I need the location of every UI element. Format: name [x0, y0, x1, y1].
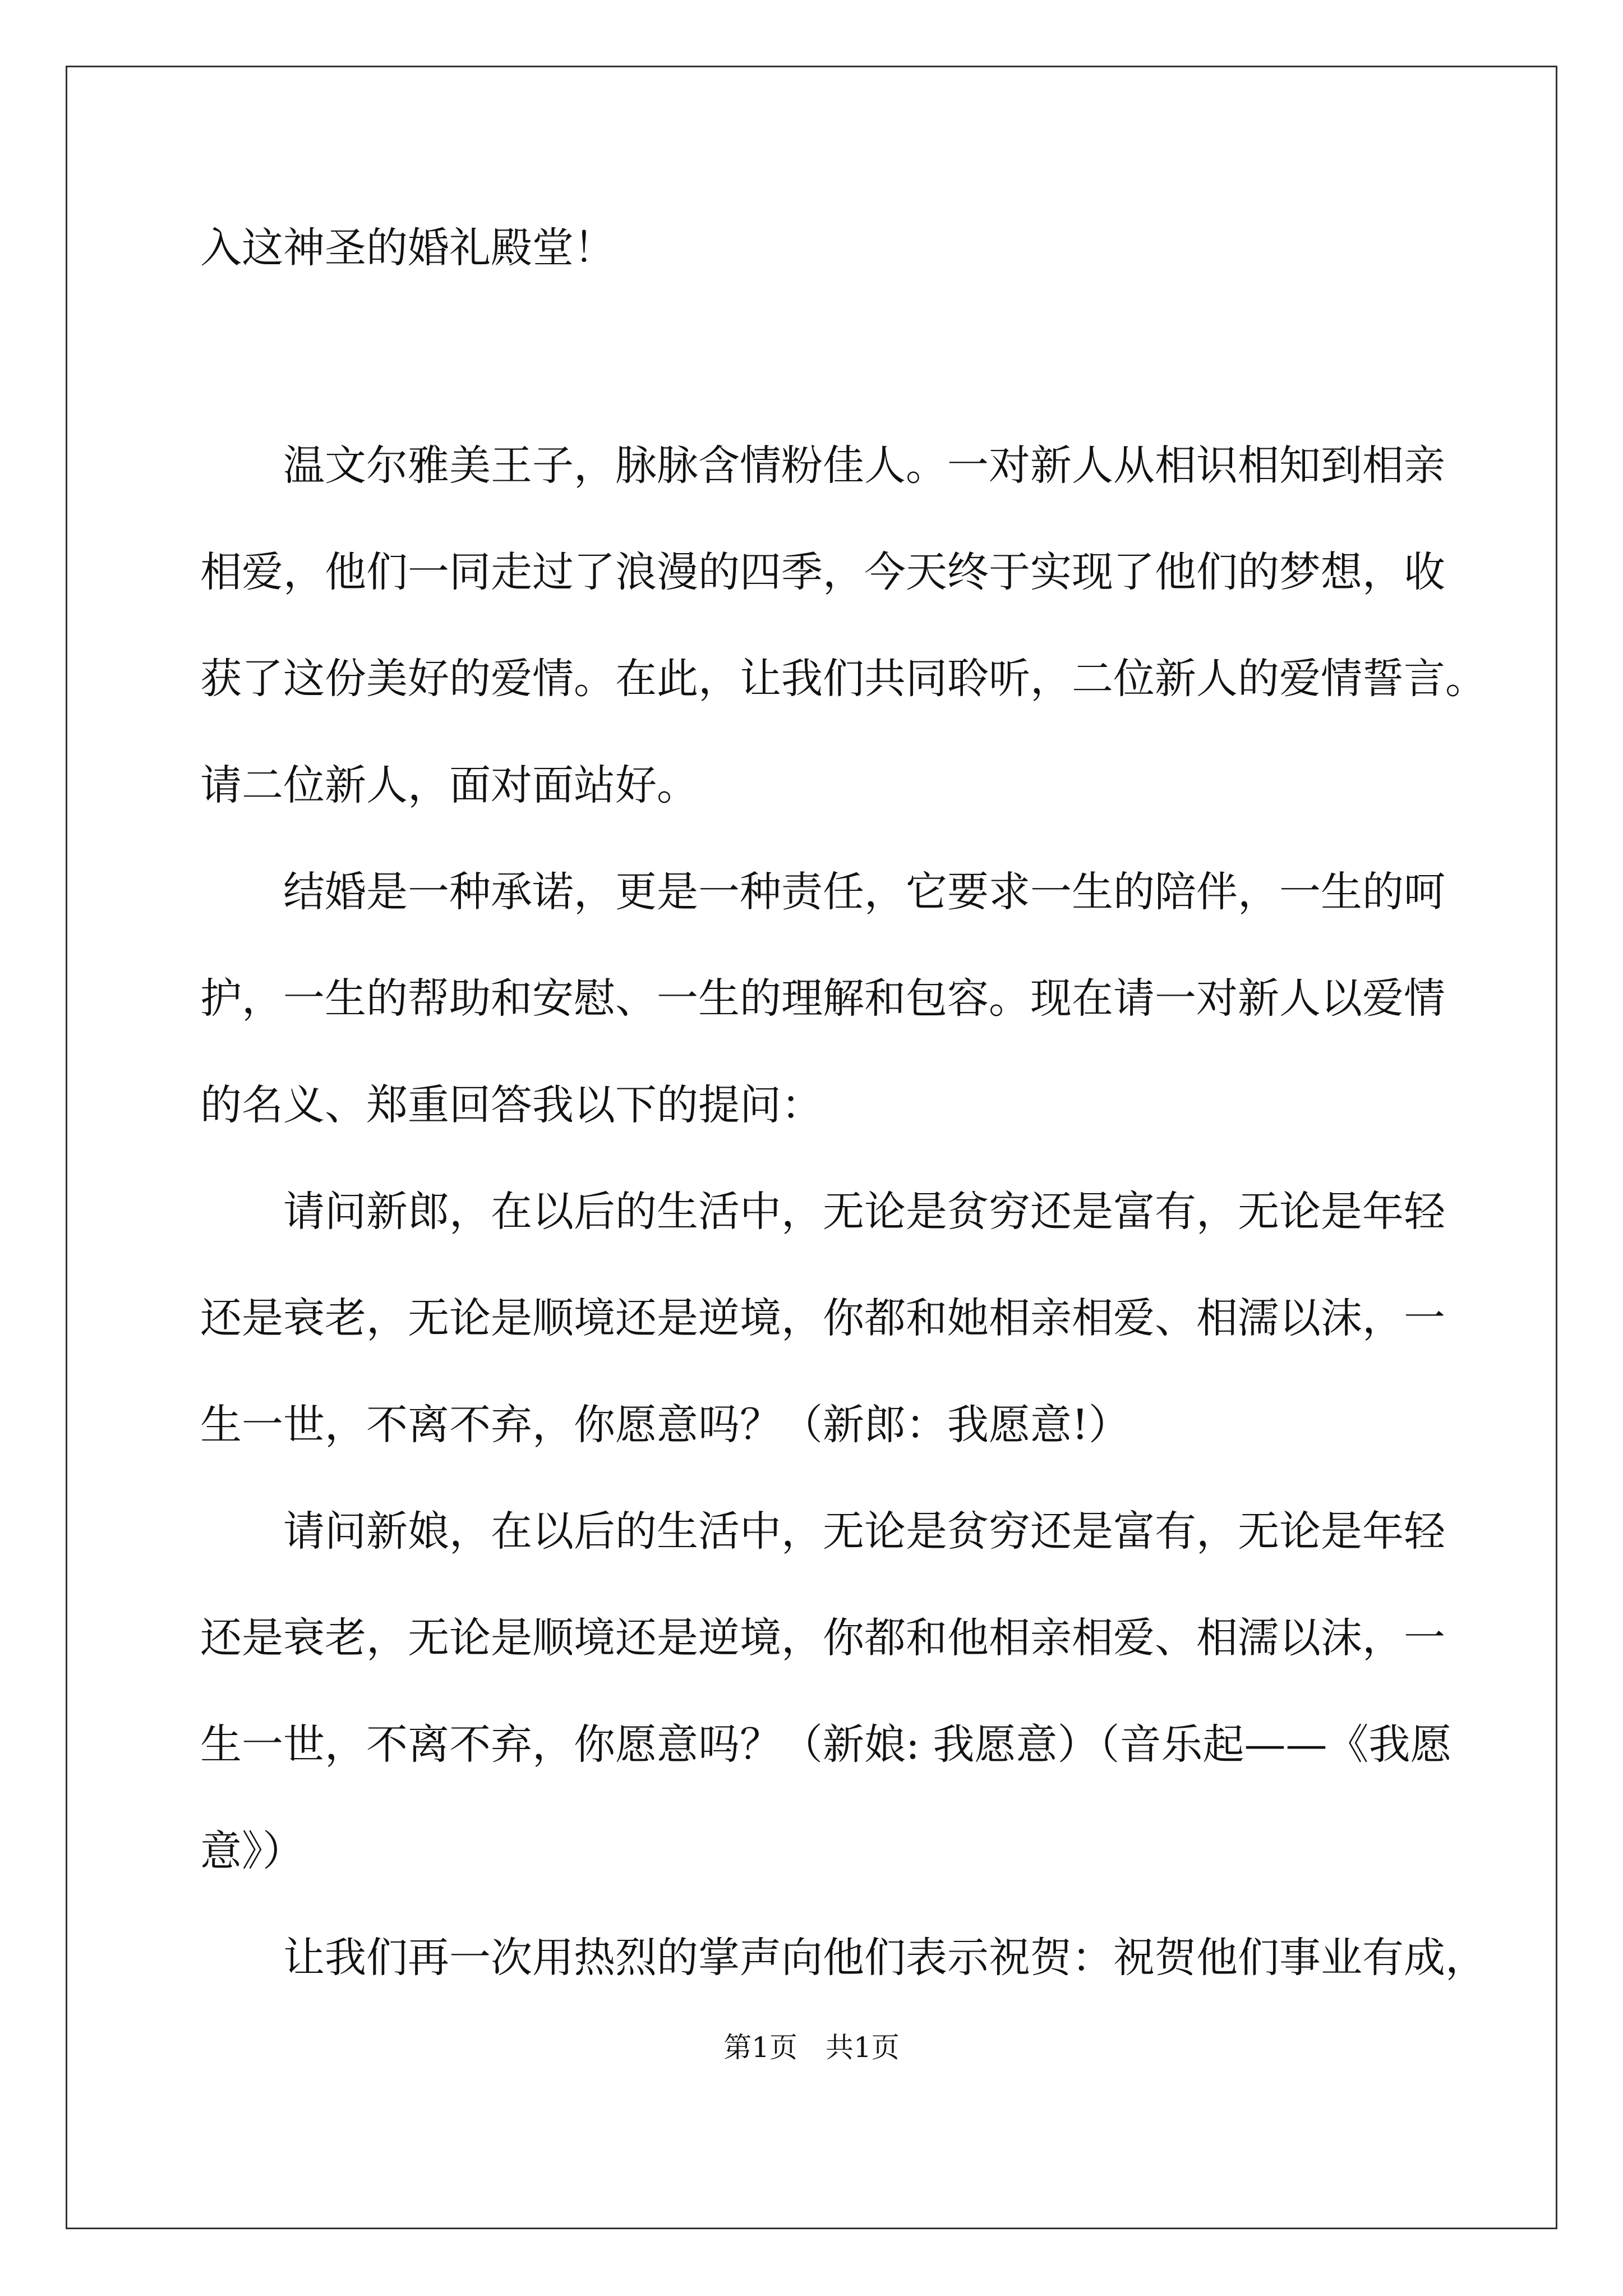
text-line: 护，一生的帮助和安慰、一生的理解和包容。现在请一对新人以爱情 [200, 974, 1445, 1023]
text-line: 意》） [200, 1827, 304, 1875]
text-line: 生一世，不离不弃，你愿意吗？（新郎：我愿意!） [200, 1401, 1130, 1449]
text-line: 生一世，不离不弃，你愿意吗？（新娘: 我愿意）（音乐起——《我愿 [200, 1720, 1452, 1769]
text-line: 请问新娘，在以后的生活中，无论是贫穷还是富有，无论是年轻 [283, 1507, 1445, 1556]
text-line: 获了这份美好的爱情。在此，让我们共同聆听，二位新人的爱情誓言。 [200, 655, 1487, 703]
text-line: 结婚是一种承诺，更是一种责任，它要求一生的陪伴，一生的呵 [283, 868, 1445, 916]
text-line: 相爱，他们一同走过了浪漫的四季，今天终于实现了他们的梦想，收 [200, 548, 1445, 596]
page-footer [0, 2028, 1623, 2067]
page-total: 共1页 [826, 2031, 900, 2064]
text-line: 的名义、郑重回答我以下的提问： [200, 1081, 823, 1129]
text-line: 还是衰老，无论是顺境还是逆境，你都和他相亲相爱、相濡以沫，一 [200, 1614, 1445, 1662]
page-frame [66, 66, 1557, 2229]
text-line: 还是衰老，无论是顺境还是逆境，你都和她相亲相爱、相濡以沫，一 [200, 1294, 1445, 1342]
text-line: 入这神圣的婚礼殿堂！ [200, 224, 615, 272]
text-line: 温文尔雅美王子，脉脉含情粉佳人。一对新人从相识相知到相亲 [283, 441, 1445, 490]
text-line: 让我们再一次用热烈的掌声向他们表示祝贺：祝贺他们事业有成， [283, 1934, 1487, 1982]
text-line: 请问新郎，在以后的生活中，无论是贫穷还是富有，无论是年轻 [283, 1188, 1445, 1236]
text-line: 请二位新人，面对面站好。 [200, 761, 698, 809]
page-number: 第1页 [723, 2031, 797, 2064]
